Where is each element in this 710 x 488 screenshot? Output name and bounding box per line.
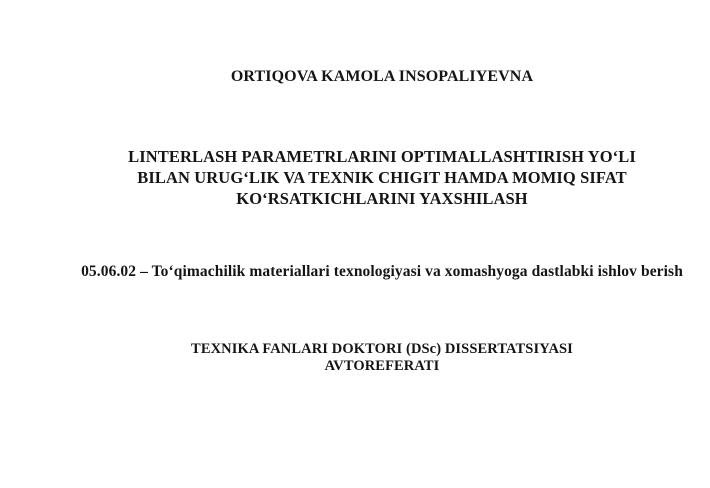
author-name: ORTIQOVA KAMOLA INSOPALIYEVNA	[230, 68, 534, 85]
degree-statement	[56, 341, 708, 375]
dissertation-title-line-3: KO‘RSATKICHLARINI YAXSHILASH	[236, 189, 528, 208]
degree-statement-line-1: TEXNIKA FANLARI DOKTORI (DSc) DISSERTATSIYASI	[191, 341, 573, 357]
specialty-code-line: 05.06.02 – To‘qimachilik materiallari texnologiyasi va xomashyoga dastlabki ishlov berish	[81, 263, 683, 280]
dissertation-title	[56, 146, 708, 209]
dissertation-title-line-1: LINTERLASH PARAMETRLARINI OPTIMALLASHTIRISH YO‘LI	[128, 147, 636, 166]
dissertation-title-line-2: BILAN URUG‘LIK VA TEXNIK CHIGIT HAMDA MOMIQ SIFAT	[137, 168, 627, 187]
degree-statement-line-2: AVTOREFERATI	[324, 358, 440, 374]
